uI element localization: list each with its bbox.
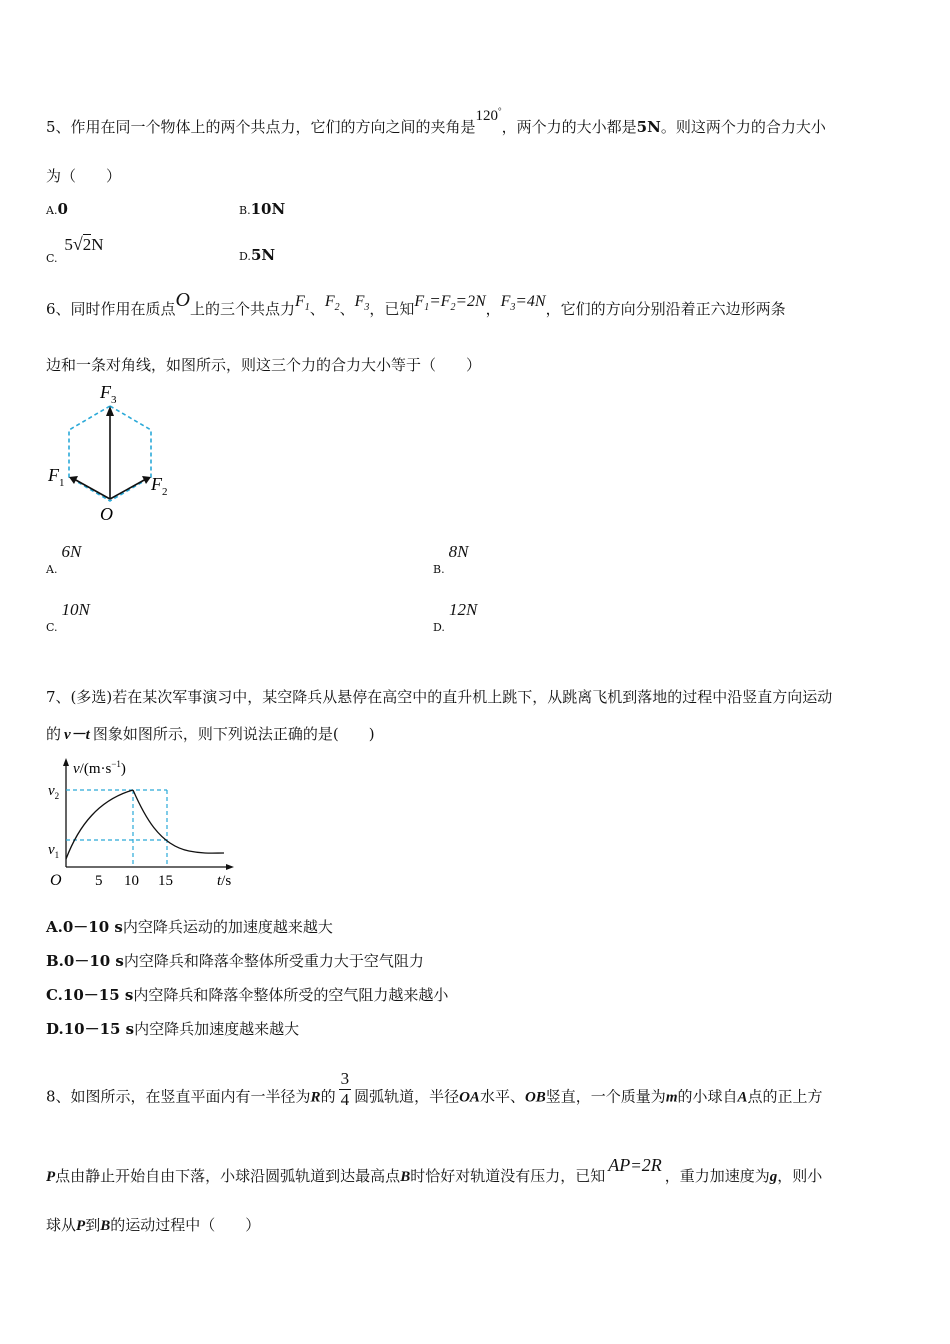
q6-option-a[interactable]: $_{A.}$6N <box>46 542 82 576</box>
tick-v1: $v_1$ <box>48 842 60 860</box>
label-f3: $F_3$ <box>100 382 117 406</box>
force-f2-arrow <box>110 479 146 499</box>
q5-option-c[interactable]: $_{C.}$ 5√2N <box>46 234 104 265</box>
q6-stem-line1: 6、同时作用在质点O上的三个共点力$F_1$、$F_2$、$F_3$，已知$F_1=F_2=2N$，$F_3=4N$，它们的方向分别沿着正六边形两条 <box>46 289 786 318</box>
y-axis-label: $v/(m\cdot s^{-1})$ <box>73 759 126 777</box>
velocity-time-chart <box>44 755 244 890</box>
x-axis-label: t/s <box>217 873 232 889</box>
angle-value: 120° <box>475 106 502 124</box>
q5-option-d[interactable]: D.5N <box>239 246 276 264</box>
q6-option-d[interactable]: $_{D.}$12N <box>433 600 478 634</box>
q5-stem-line1: 5、作用在同一个物体上的两个共点力，它们的方向之间的夹角是120°，两个力的大小都是5N。则这两个力的合力大小 <box>46 106 826 136</box>
tick-x-5: 5 <box>95 873 103 889</box>
q6-option-c[interactable]: $_{C.}$10N <box>46 600 90 634</box>
q6-option-b[interactable]: $_{B.}$8N <box>433 542 469 576</box>
label-f2: $F_2$ <box>151 474 168 498</box>
y-axis-arrow-icon <box>63 758 69 766</box>
x-axis-arrow-icon <box>226 864 234 870</box>
fraction-three-quarters: $\frac{3}{4}$ <box>340 1069 350 1109</box>
q5-option-a[interactable]: A.0 <box>46 200 68 218</box>
q8-stem-line1: 8、如图所示，在竖直平面内有一半径为R的 $\frac{3}{4}$ 圆弧轨道，半径OA水平、OB竖直，一个质量为m的小球自A点的正上方 <box>46 1069 823 1109</box>
f3-equation: $F_3=4N$ <box>500 291 546 314</box>
velocity-curve-fall <box>133 790 224 853</box>
q8-stem-line2: P点由静止开始自由下落，小球沿圆弧轨道到达最高点B时恰好对轨道没有压力，已知AP=2R，重力加速度为g，则小 <box>46 1155 823 1185</box>
q7-option-d[interactable]: D.10－15 s内空降兵加速度越来越大 <box>46 1020 300 1038</box>
hexagon-force-figure <box>40 380 180 525</box>
q7-option-b[interactable]: B.0－10 s内空降兵和降落伞整体所受重力大于空气阻力 <box>46 952 424 970</box>
q7-stem-line2: 的 v－t 图象如图所示，则下列说法正确的是( ) <box>46 725 375 743</box>
force-f1-arrow <box>74 479 110 499</box>
q7-stem-line1: 7、(多选)若在某次军事演习中，某空降兵从悬停在高空中的直升机上跳下，从跳离飞机到落地的过程中沿竖直方向运动 <box>46 688 833 706</box>
origin-label: O <box>50 872 62 889</box>
q5-option-b[interactable]: B.10N <box>239 200 286 218</box>
q7-option-c[interactable]: C.10－15 s内空降兵和降落伞整体所受的空气阻力越来越小 <box>46 986 449 1004</box>
label-o: O <box>100 504 113 524</box>
ap-equation: AP=2R <box>608 1155 662 1175</box>
known-force-equation: $F_1=F_2=2N$ <box>414 291 486 314</box>
q6-stem-line2: 边和一条对角线，如图所示，则这三个力的合力大小等于（ ） <box>46 356 482 374</box>
velocity-curve-rise <box>66 790 133 859</box>
tick-x-10: 10 <box>124 873 139 889</box>
q8-stem-line3: 球从P到B的运动过程中（ ） <box>46 1216 261 1234</box>
sqrt-icon: √ <box>72 234 83 254</box>
q5-stem-line2: 为（ ） <box>46 167 122 185</box>
radical-expression: 5√2N <box>64 234 104 254</box>
q7-option-a[interactable]: A.0－10 s内空降兵运动的加速度越来越大 <box>46 918 333 936</box>
label-f1: $F_1$ <box>48 465 65 489</box>
tick-v2: $v_2$ <box>48 783 60 801</box>
tick-x-15: 15 <box>158 873 173 889</box>
